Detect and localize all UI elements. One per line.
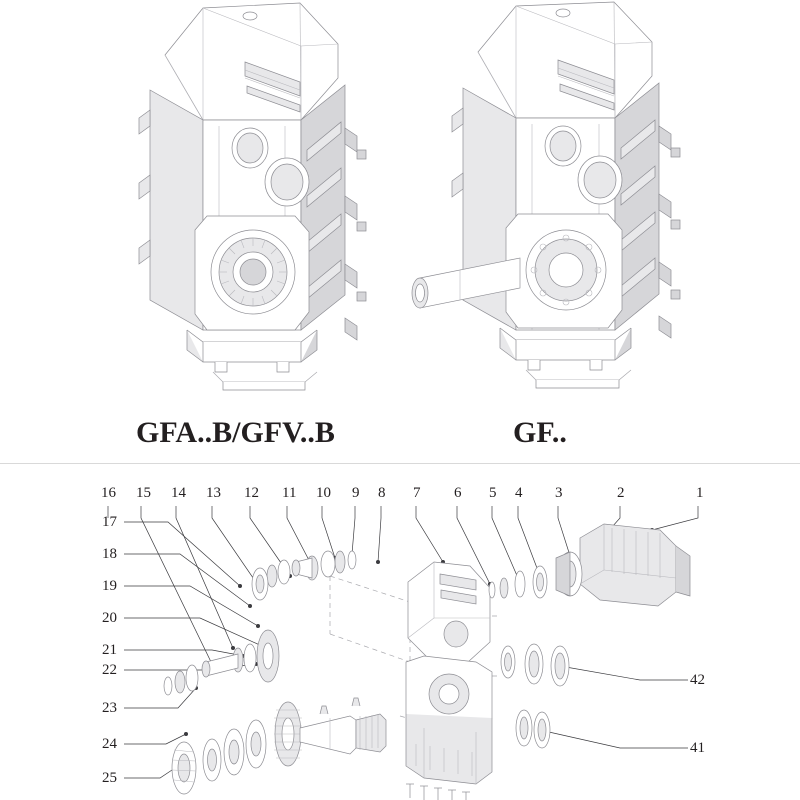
part-label-18: 18 <box>102 546 117 562</box>
part-label-19: 19 <box>102 578 117 594</box>
part-label-20: 20 <box>102 610 117 626</box>
part-label-7: 7 <box>413 485 421 501</box>
part-label-15: 15 <box>136 485 151 501</box>
part-label-4: 4 <box>515 485 523 501</box>
part-label-21: 21 <box>102 642 117 658</box>
part-label-1: 1 <box>696 485 704 501</box>
part-label-23: 23 <box>102 700 117 716</box>
gearbox-view-gfab-gfvb <box>95 0 395 400</box>
part-label-10: 10 <box>316 485 331 501</box>
part-label-11: 11 <box>282 485 297 501</box>
part-label-5: 5 <box>489 485 497 501</box>
part-label-16: 16 <box>101 485 116 501</box>
part-label-2: 2 <box>617 485 625 501</box>
part-label-14: 14 <box>171 485 186 501</box>
part-label-3: 3 <box>555 485 563 501</box>
gearbox-view-gf <box>400 0 720 400</box>
part-label-9: 9 <box>352 485 360 501</box>
part-label-41: 41 <box>690 740 705 756</box>
part-label-12: 12 <box>244 485 259 501</box>
caption-gfab-gfvb: GFA..B/GFV..B <box>136 416 335 449</box>
part-label-17: 17 <box>102 514 117 530</box>
section-divider <box>0 463 800 464</box>
part-label-24: 24 <box>102 736 117 752</box>
part-label-13: 13 <box>206 485 221 501</box>
part-label-8: 8 <box>378 485 386 501</box>
part-label-25: 25 <box>102 770 117 786</box>
part-label-22: 22 <box>102 662 117 678</box>
exploded-parts-diagram <box>0 466 800 800</box>
caption-gf: GF.. <box>513 416 567 449</box>
part-label-42: 42 <box>690 672 705 688</box>
part-label-6: 6 <box>454 485 462 501</box>
